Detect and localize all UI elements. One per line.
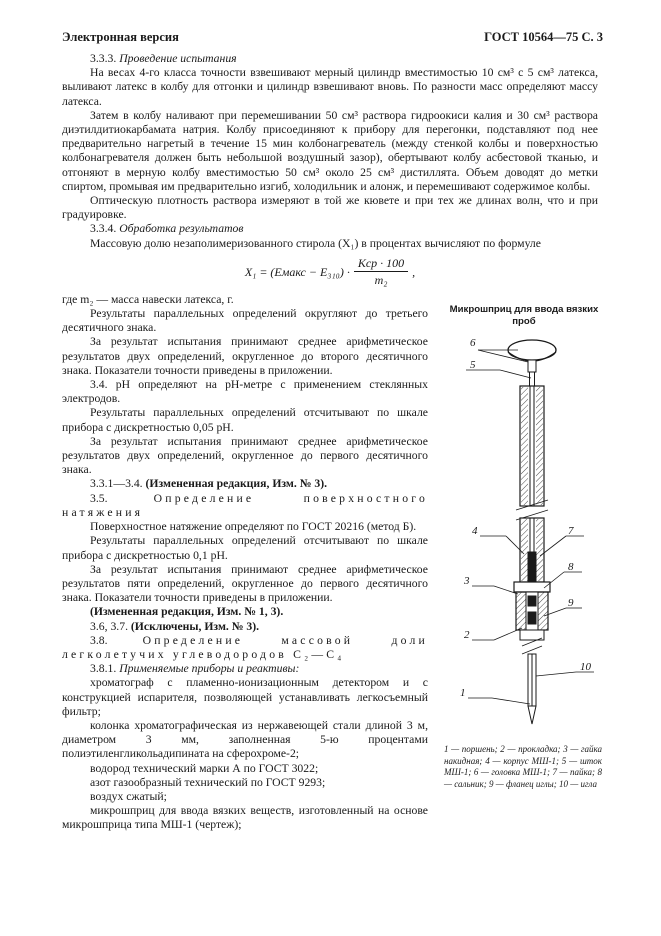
formula-end: , [412,264,416,279]
section-3-3-4-heading: 3.3.4. Обработка результатов [90,222,244,236]
running-header-left: Электронная версия [62,30,179,44]
barrel-upper [520,386,544,506]
nut-assembly [514,582,550,640]
label-4: 4 [472,525,478,537]
paragraph: Затем в колбу наливают при перемешивании 50 см³ раствора гидроокиси калия и 30 см³ раствора диэтилдитиокарбамата натрия. Колбу присоединяют к прибору для перегонки, подставляют под нее предварительно нагретый в течение 15 мин колбонагреватель (между стенкой колбы и поверхностью колбонагревателя должен быть небольшой воздушный зазор), обертывают колбу асбестовой тканью, и отгоняют в мерную колбу вместимостью 50 см³ около 25 см³ дистиллята. Объем доводят до метки спиртом, промывая им предварительно изгиб, холодильник и алонж, и перемешивают содержимое колбы. [62,108,598,193]
figure-caption: 1 — поршень; 2 — прокладка; 3 — гайка накидная; 4 — корпус МШ-1; 5 — шток МШ-1; 6 — головка МШ-1; 7 — пайка; 8 — сальник; 9 — фланец иглы; 10 — игла [444,744,602,789]
label-9: 9 [568,597,574,609]
list-item: водород технический марки А по ГОСТ 3022; [90,761,319,775]
list-item: азот газообразный технический по ГОСТ 9293; [90,775,326,789]
amendment-note: 3.3.1—3.4. (Измененная редакция, Изм. № 3). [90,477,328,491]
paragraph: Поверхностное натяжение определяют по ГОСТ 20216 (метод Б). [90,520,417,534]
barrel-lower [520,518,544,582]
list-item: хроматограф с пламенно-ионизационным детектором и с конструкцией испарителя, позволяющей устанавливать легкосъемный фильтр; [62,676,428,718]
paragraph: За результат испытания принимают среднее арифметическое результатов двух определений, округленное до первого десятичного знака. [62,434,428,477]
paragraph: На весах 4-го класса точности взвешивают мерный цилиндр вместимостью 10 см³ с 5 см³ латекса, выливают латекс в колбу для отгонки и цилиндр взвешивают вновь. По разности масс определяют массу латекса. [62,66,598,108]
paragraph: За результат испытания принимают среднее арифметическое результатов двух определений, округленное до второго десятичного знака. Показатели точности приведены в приложении. [62,335,428,377]
figure-title: Микрошприц для ввода вязких проб [449,304,599,327]
paragraph: За результат испытания принимают среднее арифметическое результатов пяти определений, округленное до первого десятичного знака. Показатели точности приведены в приложении. [62,562,428,605]
label-7: 7 [568,525,574,537]
formula-denominator: m₂ [374,273,388,288]
paragraph: Результаты параллельных определений округляют до третьего десятичного знака. [62,307,428,335]
list-item: колонка хроматографическая из нержавеющей стали длиной 3 м, диаметром 3 мм, заполненная 5-ю процентами полиэтиленгликольадипината на сферохроме-2; [62,718,428,761]
section-3-8-1-heading: 3.8.1. Применяемые приборы и реактивы: [90,662,300,676]
microsyringe-drawing [444,330,604,736]
section-3-3-3-heading: 3.3.3. Проведение испытания [90,52,237,65]
needle-part [528,654,536,724]
label-10: 10 [580,661,591,673]
paragraph: Массовую долю незаполимеризованного стирола (X₁) в процентах вычисляют по формуле [90,236,541,250]
section-3-8-heading: 3.8. Определение массовой доли легколетучих углеводородов С₂—С₄ [62,633,429,661]
formula-fraction [354,256,408,287]
head-part [508,340,556,372]
formula-numerator: Kср · 100 [354,256,408,272]
formula [62,251,598,293]
label-8: 8 [568,561,574,573]
formula-lhs: X₁ = (Eмакс − E₃₁₀) · [244,264,350,279]
list-item: микрошприц для ввода вязких веществ, изготовленный на основе микрошприца типа МШ-1 (чертеж); [62,804,428,832]
label-6: 6 [470,337,476,349]
section-3-5-heading: 3.5. Определение поверхностного натяжения [62,491,428,519]
narrow-column [62,307,428,833]
excluded-note: 3.6, 3.7. (Исключены, Изм. № 3). [90,619,260,633]
label-3: 3 [464,575,470,587]
label-5: 5 [470,359,476,371]
amendment-note: (Измененная редакция, Изм. № 1, 3). [90,605,284,619]
list-item: воздух сжатый; [90,789,167,803]
paragraph: 3.4. pH определяют на pH-метре с применением стеклянных электродов. [62,378,428,406]
paragraph: Результаты параллельных определений отсчитывают по шкале прибора с дискретностью 0,05 pH. [62,406,428,434]
plunger-rod [530,372,535,386]
paragraph: Оптическую плотность раствора измеряют в той же кювете и при тех же длинах волн, что и при градуировке. [62,194,598,222]
paragraph: Результаты параллельных определений отсчитывают по шкале прибора с дискретностью 0,1 pH. [62,534,428,562]
label-1: 1 [460,687,466,699]
paragraph: где m₂ — масса навески латекса, г. [62,292,234,306]
running-header-right: ГОСТ 10564—75 С. 3 [484,30,603,44]
label-2: 2 [464,629,470,641]
